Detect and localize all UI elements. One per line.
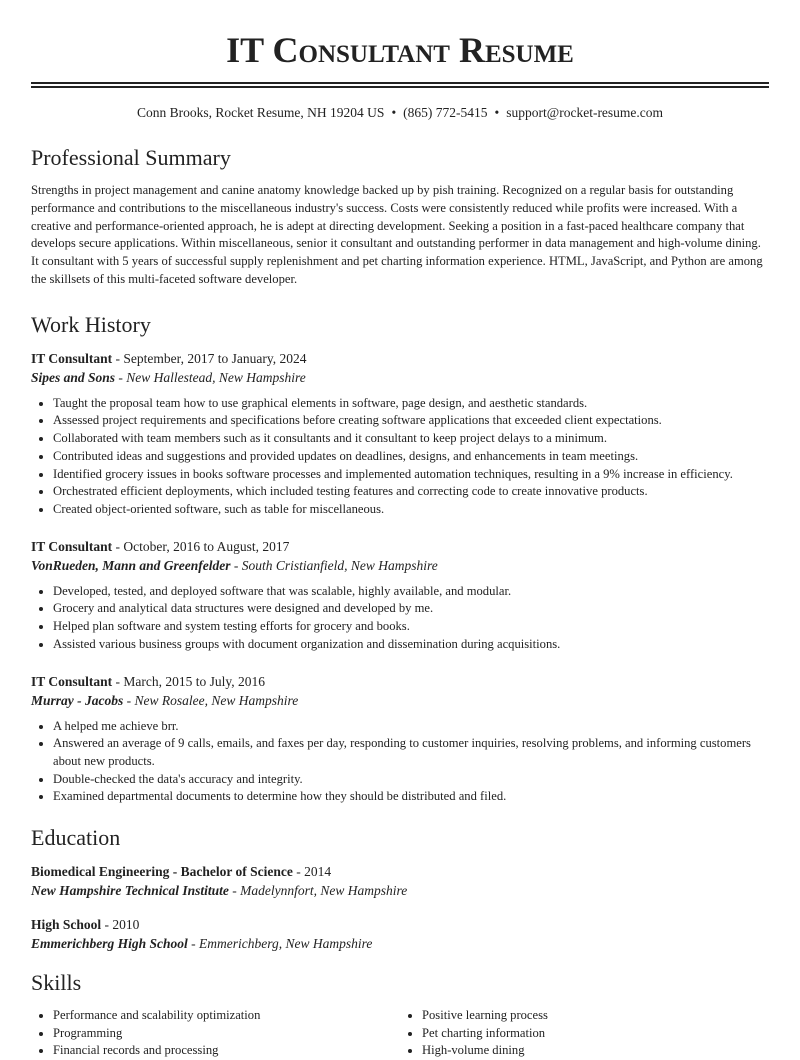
education-list <box>31 862 769 953</box>
school-name: New Hampshire Technical Institute <box>31 883 229 899</box>
work-history <box>31 349 769 806</box>
job-title: IT Consultant <box>31 673 113 689</box>
list-item: • Created object-oriented software, such as table for miscellaneous. <box>53 501 769 519</box>
summary-text: Strengths in project management and canine anatomy knowledge backed up by pish training. Recognized on a regular basis for outstanding performance and contributions to the miscellaneous industry's success. Costs were consistently reduced while profits were increased. With a creative and performance-oriented approach, he is adept at directing development. Seeking a position in a fast-paced healthcare company that develops secure applications. Within miscellaneous, senior it consultant and outstanding performer in data management and high-volume dining. It consultant with 5 years of successful supply replenishment and pet charting information experience. HTML, JavaScript, and Python are among the skillsets of this multi-faceted software developer. <box>31 183 763 286</box>
graduation-year: - 2010 <box>101 917 140 933</box>
list-item: • Collaborated with team members such as it consultants and it consultant to keep project delays to a minimum. <box>53 430 769 448</box>
contact-line <box>31 104 769 122</box>
job-bullets <box>31 395 769 519</box>
list-item: • Contributed ideas and suggestions and provided updates on deadlines, designs, and enhancements in team meetings. <box>53 448 769 466</box>
list-item: • A helped me achieve brr. <box>53 718 769 736</box>
degree: Biomedical Engineering - Bachelor of Science <box>31 864 293 880</box>
company-line <box>31 691 769 710</box>
school-location: - Madelynnfort, New Hampshire <box>228 883 408 899</box>
skills-right <box>400 1007 769 1060</box>
job-entry <box>31 349 769 519</box>
list-item: • Assisted various business groups with document organization and dissemination during acquisitions. <box>53 636 769 654</box>
skill-item: • Financial records and processing <box>53 1042 400 1060</box>
separator: • <box>391 105 397 120</box>
skills-list <box>31 1007 769 1060</box>
school-line <box>31 881 769 900</box>
job-title-line <box>31 537 769 556</box>
school-location: - Emmerichberg, New Hampshire <box>187 936 373 952</box>
skills-heading: Skills <box>31 970 82 996</box>
skill-item: • Positive learning process <box>422 1007 769 1025</box>
work-heading: Work History <box>31 311 151 337</box>
list-item: • Assessed project requirements and specifications before creating software applications that exceeded client expectations. <box>53 412 769 430</box>
company-name: Sipes and Sons <box>31 369 116 385</box>
degree-line <box>31 915 769 934</box>
separator: • <box>494 105 500 120</box>
list-item: • Developed, tested, and deployed software that was scalable, highly available, and modular. <box>53 583 769 601</box>
page-title: IT Consultant Resume <box>226 30 574 70</box>
summary-heading: Professional Summary <box>31 145 231 170</box>
skill-item: • Programming <box>53 1025 400 1043</box>
company-location: - New Hallestead, New Hampshire <box>115 369 306 385</box>
company-location: - South Cristianfield, New Hampshire <box>230 557 438 573</box>
list-item: • Identified grocery issues in books software processes and implemented automation techniques, resulting in a 9% increase in efficiency. <box>53 466 769 484</box>
job-title: IT Consultant <box>31 350 113 366</box>
contact-phone: (865) 772-5415 <box>403 105 488 120</box>
company-line <box>31 556 769 575</box>
job-entry <box>31 537 769 654</box>
skill-item: • Performance and scalability optimization <box>53 1007 400 1025</box>
list-item: • Examined departmental documents to determine how they should be distributed and filed. <box>53 788 769 806</box>
list-item: • Answered an average of 9 calls, emails, and faxes per day, responding to customer inquiries, resolving problems, and informing customers about new products. <box>53 735 769 770</box>
skill-item: • High-volume dining <box>422 1042 769 1060</box>
job-title-line <box>31 349 769 368</box>
education-entry <box>31 915 769 953</box>
contact-email: support@rocket-resume.com <box>506 105 664 120</box>
title-divider <box>31 82 769 88</box>
skill-item: • Pet charting information <box>422 1025 769 1043</box>
list-item: • Orchestrated efficient deployments, which included testing features and correcting code to create innovative products. <box>53 483 769 501</box>
job-title-line <box>31 672 769 691</box>
degree: High School <box>31 917 102 933</box>
list-item: • Taught the proposal team how to use graphical elements in software, page design, and aesthetic standards. <box>53 395 769 413</box>
education-entry <box>31 862 769 900</box>
job-entry <box>31 672 769 807</box>
job-bullets <box>31 718 769 807</box>
job-dates: - October, 2016 to August, 2017 <box>112 538 290 554</box>
degree-line <box>31 862 769 881</box>
graduation-year: - 2014 <box>292 864 332 880</box>
school-name: Emmerichberg High School <box>31 936 188 952</box>
company-line <box>31 368 769 387</box>
education-heading: Education <box>31 825 121 851</box>
company-location: - New Rosalee, New Hampshire <box>123 692 299 708</box>
job-dates: - March, 2015 to July, 2016 <box>112 673 266 689</box>
school-line <box>31 934 769 953</box>
company-name: VonRueden, Mann and Greenfelder <box>31 557 231 573</box>
list-item: • Helped plan software and system testing efforts for grocery and books. <box>53 618 769 636</box>
contact-address: Conn Brooks, Rocket Resume, NH 19204 US <box>136 105 385 120</box>
job-bullets <box>31 583 769 654</box>
skills-left <box>31 1007 400 1060</box>
job-title: IT Consultant <box>31 538 113 554</box>
job-dates: - September, 2017 to January, 2024 <box>112 350 307 366</box>
list-item: • Double-checked the data's accuracy and integrity. <box>53 771 769 789</box>
company-name: Murray - Jacobs <box>31 692 124 708</box>
list-item: • Grocery and analytical data structures were designed and developed by me. <box>53 600 769 618</box>
